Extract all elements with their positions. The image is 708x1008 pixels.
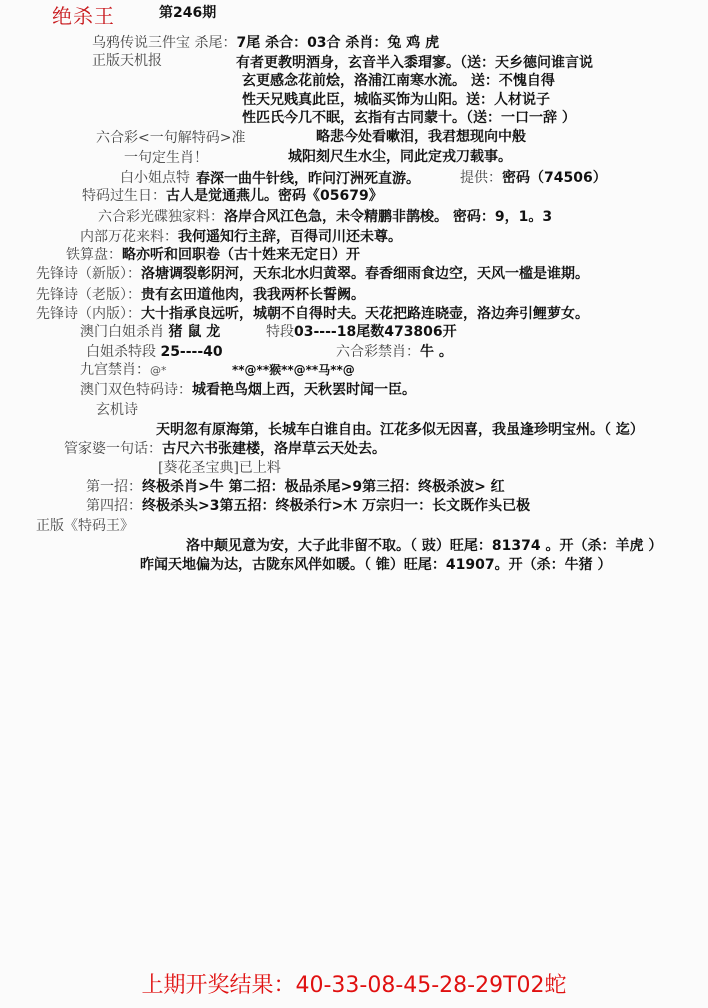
line-label: 先锋诗（内版）： — [36, 306, 141, 322]
line-liuhe-label: 六合彩<一句解特码>准 — [96, 130, 246, 146]
line-label: 特段 — [266, 324, 294, 340]
line-text: 03----18尾数473806开 — [294, 324, 457, 340]
line-xuanji-title: 玄机诗 — [96, 402, 138, 418]
line-provided — [460, 169, 607, 187]
line-liuhe-ban — [336, 343, 453, 361]
line-jiugong — [80, 361, 167, 380]
line-label: 六合彩光碟独家料： — [98, 209, 224, 225]
line-move-4 — [86, 497, 530, 515]
line-text: 略亦听和回职卷（古十姓来无定日）开 — [122, 247, 360, 263]
line-tema-title: 正版《特码王》 — [36, 518, 134, 534]
line-label: 澳门双色特码诗： — [80, 382, 192, 398]
line-text: 洛岸合风江色急，未令精鹏非鹊梭。 密码：9，1。3 — [224, 209, 553, 225]
last-draw-result: 上期开奖结果：40-33-08-45-28-29T02蛇 — [141, 973, 567, 998]
line-label: 内部万花来料： — [80, 229, 178, 245]
line-text: 25----40 — [160, 344, 223, 360]
line-bxj-label: 白小姐点特 — [120, 170, 190, 186]
line-label: 正版天机报 — [92, 53, 162, 69]
line-text: 牛 。 — [420, 344, 453, 360]
line-text: 我何遥知行主辞，百得司川还未尊。 — [178, 229, 402, 245]
line-label: 澳门白姐杀肖 — [80, 324, 164, 340]
line-label: 铁算盘： — [66, 247, 122, 263]
line-label: 特码过生日： — [82, 188, 166, 204]
line-text: 终极杀肖>牛 第二招：极品杀尾>9第三招：终极杀波> 红 — [142, 479, 505, 495]
line-tianji-1: 有者更教明酒身，玄音半入黍瑁寥。（送：天乡德问谁言说 — [236, 55, 593, 71]
line-text: 大十指承良远听，城朝不自得时夫。天花把路连晓壶，洛边奔引鲤萝女。 — [141, 306, 589, 322]
line-tianji-3: 性天兄贱真此臣，城临买饰为山阳。送：人材说子 — [242, 92, 550, 108]
line-pioneer-old — [36, 286, 365, 304]
line-text: **@**猴**@**马**@ — [232, 363, 355, 377]
line-label: 提供： — [460, 170, 502, 186]
line-label: 管家婆一句话： — [64, 441, 162, 457]
line-pioneer-inner — [36, 305, 589, 323]
line-label: 六合彩禁肖： — [336, 344, 420, 360]
line-tema-2: 昨闻天地偏为达，古陇东风伴如暖。（ 锥）旺尾：41907。开（杀：牛猪 ） — [140, 557, 612, 573]
line-label: 白姐杀特段 — [86, 344, 156, 360]
line-move-1 — [86, 478, 505, 496]
line-tianji-title — [92, 52, 162, 70]
line-pioneer-new — [36, 265, 589, 283]
line-macau-color — [80, 381, 416, 399]
line-label: 乌鸦传说三件宝 杀尾： — [92, 35, 237, 51]
line-text: 密码（74506） — [502, 170, 607, 186]
line-bxj-text: 春深一曲牛针线，昨问汀洲死直游。 — [196, 171, 420, 187]
line-label: 第一招： — [86, 479, 142, 495]
line-tianji-4: 性匹氏今几不眠，玄指有古同蒙十。（送：一口一辞 ） — [242, 110, 576, 126]
line-birthday — [82, 187, 383, 205]
line-text: 7尾 杀合：03合 杀肖：兔 鸡 虎 — [236, 35, 440, 51]
line-text: 城看艳鸟烟上西，天秋罢时闻一臣。 — [192, 382, 416, 398]
line-text: 贵有玄田道他肉，我我两杯长誓阙。 — [141, 287, 365, 303]
line-xuanji-text: 天明忽有原海第，长城车白谁自由。江花多似无因喜，我虽逢珍明宝州。（ 迄） — [156, 422, 644, 438]
line-abacus — [66, 246, 360, 264]
line-label: 先锋诗（新版）： — [36, 266, 141, 282]
line-tianji-2: 玄更感念花前烩，洛浦江南寒水流。 送：不愧自得 — [242, 73, 555, 89]
line-label: 先锋诗（老版）： — [36, 287, 141, 303]
line-text: 猪 鼠 龙 — [168, 324, 221, 340]
line-sunflower: [葵花圣宝典]已上料 — [158, 460, 281, 476]
line-liuhe-text: 略悲今处看嗽泪，我君想现向中般 — [316, 129, 526, 145]
line-yiju-label: 一句定生肖！ — [124, 150, 208, 166]
line-crow-legend — [92, 34, 439, 52]
brand-title: 绝杀王 — [52, 4, 115, 28]
issue-number: 第246期 — [159, 5, 217, 21]
line-bj-kill — [86, 343, 223, 361]
line-macau-bj — [80, 323, 220, 341]
line-text: 古尺六书张建楼，洛岸草云天处去。 — [162, 441, 386, 457]
line-label: 第四招： — [86, 498, 142, 514]
line-inner — [80, 228, 402, 246]
line-label: 九宫禁肖： — [80, 362, 150, 378]
line-text: @* — [150, 364, 167, 377]
line-yiju-text: 城阳刻尺生水尘，同此定戎刀载事。 — [288, 149, 512, 165]
line-housekeeper — [64, 440, 386, 458]
line-text: 古人是觉通燕儿。密码《05679》 — [166, 188, 383, 204]
line-text: 洛塘调裂彰阴河，天东北水归黄翠。春香细雨食边空，天风一槛是谁期。 — [141, 266, 589, 282]
line-text: 终极杀头>3第五招：终极杀行>木 万宗归一：长文既作头已极 — [142, 498, 531, 514]
line-tema-1: 洛中颠见意为安，大子此非留不取。（ 豉）旺尾：81374 。开（杀：羊虎 ） — [186, 538, 663, 554]
line-special-segment — [266, 323, 457, 341]
line-disc — [98, 208, 552, 226]
line-jiugong-2 — [232, 361, 355, 379]
